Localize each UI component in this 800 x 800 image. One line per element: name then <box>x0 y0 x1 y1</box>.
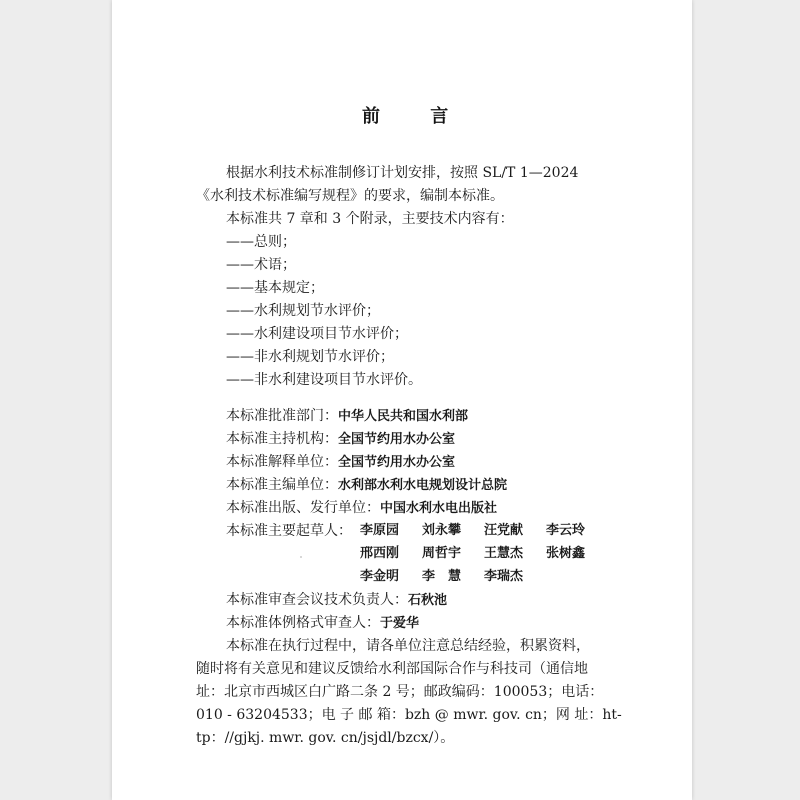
info-host <box>226 429 455 450</box>
info-approval <box>226 406 468 427</box>
drafter-name: 李金明 <box>360 569 400 584</box>
info-editor <box>226 475 507 496</box>
drafter-name: 汪党献 <box>484 523 524 538</box>
scan-speck <box>300 556 302 558</box>
info-label: 本标准出版、发行单位： <box>226 500 380 516</box>
intro-line-3: 本标准共 7 章和 3 个附录，主要技术内容有： <box>226 211 514 227</box>
drafter-name: 李原园 <box>360 523 400 538</box>
info-label: 本标准主持机构： <box>226 431 338 447</box>
review-label: 本标准审查会议技术负责人： <box>226 592 408 608</box>
drafter-name: 刘永攀 <box>422 523 462 538</box>
closing-line-4: 010 - 63204533；电 子 邮 箱：bzh @ mwr. gov. cn；网 址：ht- <box>196 707 622 723</box>
content-item: ——术语； <box>226 257 296 273</box>
review-format <box>226 613 419 634</box>
closing-line-5: tp：//gjkj. mwr. gov. cn/jsjdl/bzcx/）。 <box>196 730 455 746</box>
info-interpret <box>226 452 455 473</box>
drafter-name: 王慧杰 <box>484 546 524 561</box>
info-value: 中华人民共和国水利部 <box>338 409 469 424</box>
content-item: ——水利规划节水评价； <box>226 303 380 319</box>
content-item: ——非水利建设项目节水评价。 <box>226 372 422 388</box>
drafter-name: 邢西刚 <box>360 546 400 561</box>
closing-line-3: 址：北京市西城区白广路二条 2 号；邮政编码：100053；电话： <box>196 684 604 700</box>
info-value: 水利部水利水电规划设计总院 <box>338 478 508 493</box>
review-tech-lead <box>226 590 447 611</box>
content-item: ——总则； <box>226 234 296 250</box>
closing-line-2: 随时将有关意见和建议反馈给水利部国际合作与科技司（通信地 <box>196 661 588 677</box>
info-label: 本标准解释单位： <box>226 454 338 470</box>
drafters-label: 本标准主要起草人： <box>226 523 352 539</box>
info-label: 本标准主编单位： <box>226 477 338 493</box>
info-label: 本标准批准部门： <box>226 408 338 424</box>
review-label: 本标准体例格式审查人： <box>226 615 380 631</box>
drafter-name: 张树鑫 <box>546 546 586 561</box>
info-value: 全国节约用水办公室 <box>338 432 456 447</box>
drafter-name: 李 慧 <box>422 569 462 584</box>
intro-line-1: 根据水利技术标准制修订计划安排，按照 SL/T 1—2024 <box>226 165 579 181</box>
drafter-name: 李云玲 <box>546 523 586 538</box>
review-value: 于爱华 <box>380 616 420 631</box>
info-publisher <box>226 498 497 519</box>
intro-line-2: 《水利技术标准编写规程》的要求，编制本标准。 <box>196 188 504 204</box>
info-value: 全国节约用水办公室 <box>338 455 456 470</box>
drafter-name: 李瑞杰 <box>484 569 524 584</box>
review-value: 石秋池 <box>408 593 448 608</box>
page-title: 前 言 <box>362 106 471 127</box>
drafter-name: 周哲宇 <box>422 546 462 561</box>
info-value: 中国水利水电出版社 <box>380 501 498 516</box>
content-item: ——非水利规划节水评价； <box>226 349 394 365</box>
content-item: ——水利建设项目节水评价； <box>226 326 408 342</box>
closing-line-1: 本标准在执行过程中，请各单位注意总结经验，积累资料， <box>226 638 590 654</box>
content-item: ——基本规定； <box>226 280 324 296</box>
